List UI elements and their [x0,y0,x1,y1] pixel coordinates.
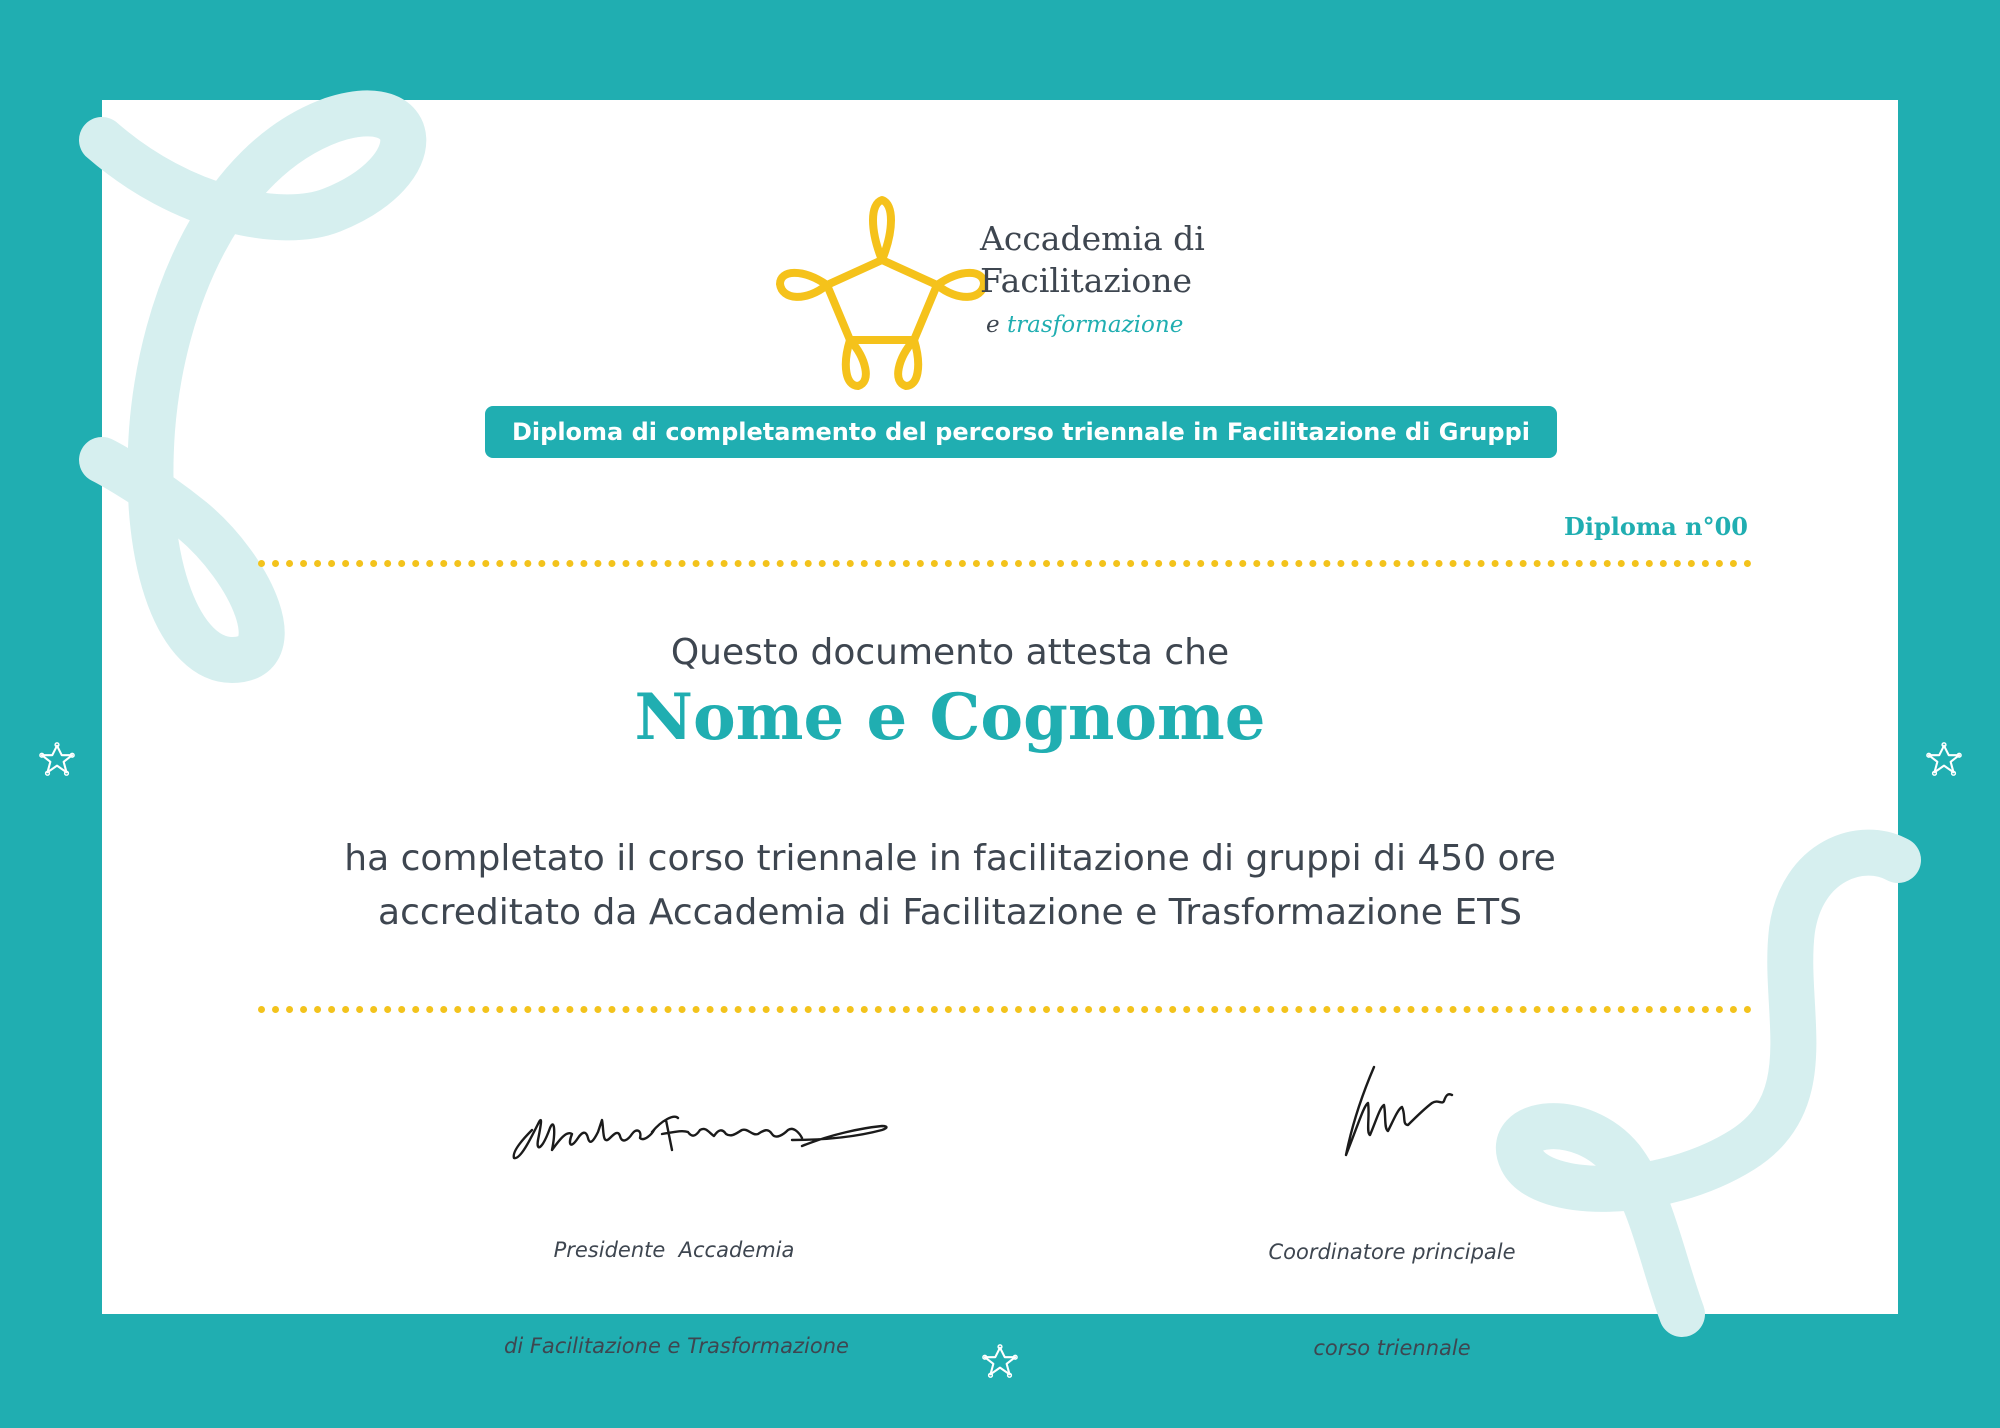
completion-statement-line-2: accreditato da Accademia di Facilitazione e Trasformazione ETS [378,892,1522,933]
completion-statement [102,832,1798,940]
academy-logo-icon [762,190,1002,390]
attestation-intro: Questo documento attesta che [670,632,1230,673]
star-outline-icon [981,1342,1019,1380]
diploma-number: Diploma n°00 [1564,512,1748,541]
brand-line-3-accent: trasformazione [1006,312,1184,338]
diploma-title-badge: Diploma di completamento del percorso triennale in Facilitazione di Gruppi [485,406,1557,458]
brand-line-3-prefix: e [986,312,1000,338]
brand-line-1: Accademia di [980,219,1205,258]
president-caption [504,1170,849,1426]
star-outline-icon [38,740,76,778]
recipient-name: Nome e Cognome [634,680,1266,755]
coordinator-caption [1242,1172,1542,1428]
president-caption-line-2: di Facilitazione e Trasformazione [504,1334,849,1358]
diploma-sheet [102,100,1898,1360]
coordinator-caption-line-2: corso triennale [1313,1336,1471,1360]
star-outline-icon [1925,740,1963,778]
coordinator-signature [1292,1055,1492,1165]
president-caption-line-1: Presidente Accademia [553,1238,795,1262]
dotted-divider-top [258,560,1752,567]
academy-brand-name [980,218,1205,338]
president-signature [502,1090,902,1170]
coordinator-caption-line-1: Coordinatore principale [1268,1240,1516,1264]
brand-line-2: Facilitazione [980,261,1193,300]
brand-line-3 [986,312,1205,338]
completion-statement-line-1: ha completato il corso triennale in facilitazione di gruppi di 450 ore [344,838,1556,879]
dotted-divider-bottom [258,1006,1752,1013]
